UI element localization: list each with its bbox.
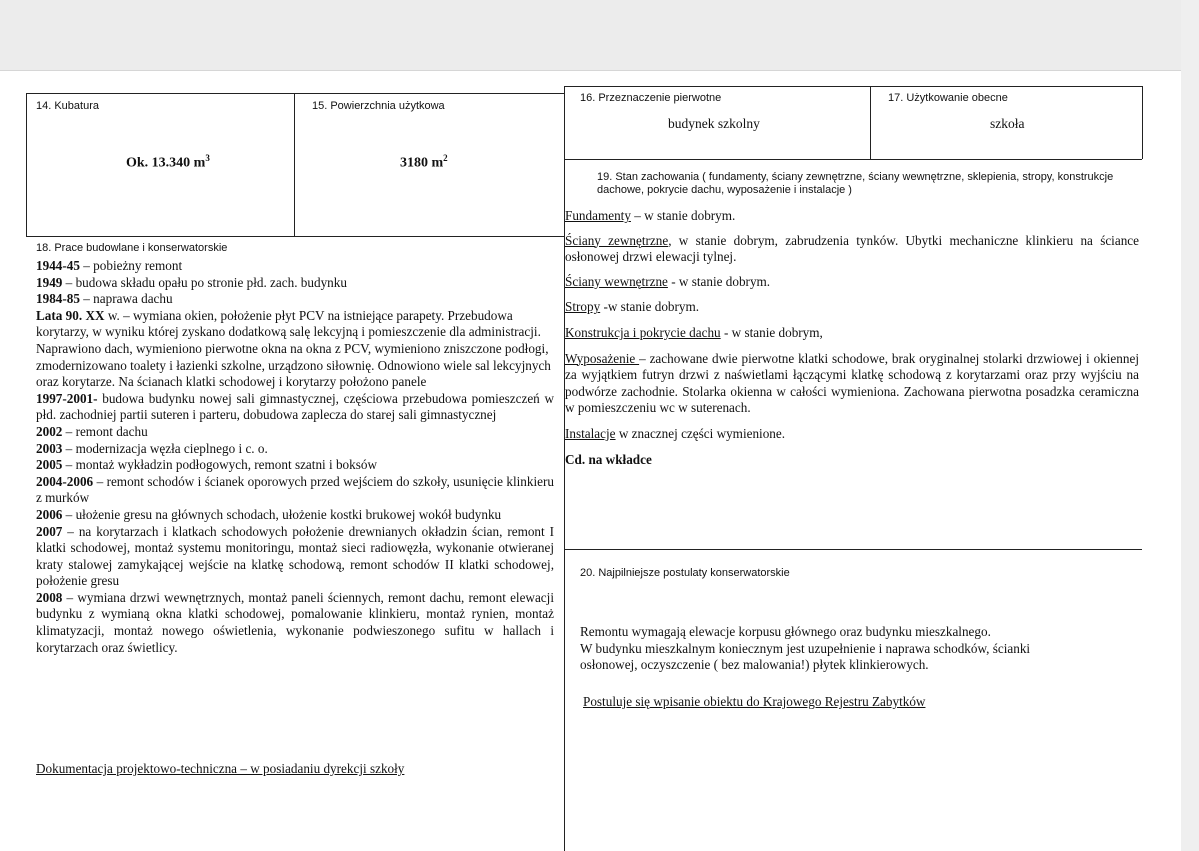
sec19-item-wyposazenie <box>565 351 1139 417</box>
sec19-continued: Cd. na wkładce <box>565 451 652 467</box>
sec18-entry <box>36 457 554 474</box>
sec14-value <box>126 150 210 172</box>
sec19-text: – w stanie dobrym. <box>630 208 736 223</box>
sec19-text: -w stanie dobrym. <box>600 299 700 315</box>
sec19-term: Ściany wewnętrzne <box>565 273 668 289</box>
sec19-term: Instalacje <box>565 425 616 441</box>
sec18-entry <box>36 590 554 656</box>
sec18-label: 18. Prace budowlane i konserwatorskie <box>36 242 228 254</box>
sec20-p1: Remontu wymagają elewacje korpusu głównego oraz budynku mieszkalnego. <box>580 624 991 639</box>
top-rule-right <box>564 86 1142 87</box>
sec20-body <box>580 624 1130 674</box>
sec18-text: – montaż wykładzin podłogowych, remont szatni i boksów <box>62 457 377 473</box>
divider-14-15 <box>294 93 295 236</box>
sec15-value-text: 3180 m <box>400 155 444 171</box>
sec17-label: 17. Użytkowanie obecne <box>888 92 1008 104</box>
sec18-year: 2004-2006 <box>36 473 94 489</box>
sec18-entry <box>36 424 554 441</box>
sec18-year: 2005 <box>36 457 63 473</box>
sec18-year: 1997-2001- <box>36 390 98 406</box>
sec15-value <box>400 150 448 172</box>
sec18-entry <box>36 258 554 275</box>
sec19-text: , w stanie dobrym, zabrudzenia tynków. Ubytki mechaniczne klinkieru na ściance osłonowej drzwi elewacji tylnej. <box>565 232 1139 265</box>
sec18-text: budowa budynku nowej sali gimnastycznej, częściowa przebudowa pomieszczeń w płd. zachodniej partii suteren i parteru, dobudowa zaplecza do starej sali gimnastycznej <box>36 390 554 423</box>
sec19-term: Wyposażenie <box>565 350 640 366</box>
sec18-text: – wymiana drzwi wewnętrznych, montaż paneli ściennych, remont dachu, remont elewacji budynku z wymianą okna klatki schodowej, pomalowanie klinkieru, montaż rynien, montaż klimatyzacji, montaż nowego oświetlenia, wykonanie podwieszonego sufitu w hallach i korytarzach oraz świetlicy. <box>36 589 554 655</box>
sec18-year: 1944-45 <box>36 258 80 273</box>
sec19-term: Fundamenty <box>565 208 631 223</box>
sec18-entry <box>36 507 554 524</box>
sec18-year: 2007 <box>36 523 63 539</box>
sec19-text: - w stanie dobrym. <box>667 273 771 289</box>
sec19-item-instalacje <box>565 426 1139 443</box>
sec18-entry <box>36 391 554 424</box>
sec19-term: Stropy <box>565 299 601 315</box>
rule-sec14-bottom <box>26 236 564 237</box>
sec20-label: 20. Najpilniejsze postulaty konserwatorskie <box>580 567 790 579</box>
sec19-body <box>565 208 1139 468</box>
sec18-entry <box>36 441 554 458</box>
center-divider <box>564 86 565 851</box>
scan-right-margin <box>1181 0 1199 851</box>
sec19-item-fundamenty <box>565 208 1139 225</box>
sec17-value: szkoła <box>990 116 1025 131</box>
sec18-entry <box>36 291 554 308</box>
left-border <box>26 93 27 236</box>
sec20-p2: W budynku mieszkalnym koniecznym jest uzupełnienie i naprawa schodków, ścianki <box>580 640 1031 656</box>
sec18-entry <box>36 275 554 292</box>
sec19-item-stropy <box>565 299 1139 316</box>
sec15-sup: 2 <box>443 153 448 163</box>
sec19-item-sciany-zewnetrzne <box>565 233 1139 266</box>
sec18-text: – ułożenie gresu na głównych schodach, ułożenie kostki brukowej wokół budynku <box>62 506 502 522</box>
sec14-sup: 3 <box>205 153 210 163</box>
sec19-item-dach <box>565 325 1139 342</box>
sec18-text: w. – wymiana okien, położenie płyt PCV na istniejące parapety. Przebudowa korytarzy, w wyniku której zyskano dodatkową salę lekcyjną i pomieszczenie dla administracji. Naprawiono dach, wymieniono pierwotne okna na okna z PCV, wymieniono zniszczone podłogi, zmodernizowano toalety i łazienki szkolne, urządzono siłownię. Odnowiono wiele sal lekcyjnych oraz korytarze. Na ścianach klatki schodowej i korytarzy położono panele <box>36 307 551 390</box>
sec18-text: – remont dachu <box>62 423 148 439</box>
sec18-year: 1949 <box>36 274 63 290</box>
sec20-postulate: Postuluje się wpisanie obiektu do Krajowego Rejestru Zabytków <box>583 694 926 709</box>
sec18-text: – naprawa dachu <box>79 291 173 307</box>
right-border <box>1142 86 1143 159</box>
divider-16-17 <box>870 86 871 159</box>
sec18-year: 2002 <box>36 423 63 439</box>
sec14-label: 14. Kubatura <box>36 100 99 112</box>
sec16-value: budynek szkolny <box>668 116 760 131</box>
sec19-text: - w stanie dobrym, <box>720 324 823 340</box>
sec18-doc-note: Dokumentacja projektowo-techniczna – w posiadaniu dyrekcji szkoły <box>36 761 405 776</box>
rule-sec16-bottom <box>564 159 1142 160</box>
sec14-value-text: Ok. 13.340 m <box>126 155 206 171</box>
sec18-year: 1984-85 <box>36 291 80 307</box>
sec18-text: – budowa składu opału po stronie płd. zach. budynku <box>62 274 347 290</box>
sec19-text: w znacznej części wymienione. <box>615 425 786 441</box>
sec18-text: – na korytarzach i klatkach schodowych położenie drewnianych okładzin ścian, remont I klatki schodowej, montaż systemu monitoringu, montaż sieci radiowęzła, wykonanie otwieranej kraty stalowej zamykającej wejście na klatkę schodową, remont schodów II klatki schodowej, położenie gresu <box>36 523 554 589</box>
sec18-entry <box>36 474 554 507</box>
sec20-p3: osłonowej, oczyszczenie ( bez malowania!) płytek klinkierowych. <box>580 657 929 673</box>
sec18-entry <box>36 524 554 590</box>
sec19-item-sciany-wewnetrzne <box>565 274 1139 291</box>
sec18-year: 2003 <box>36 440 63 456</box>
sec18-year: 2008 <box>36 589 63 605</box>
sec19-label: 19. Stan zachowania ( fundamenty, ściany zewnętrzne, ściany wewnętrzne, sklepienia, stropy, konstrukcje dachowe, pokrycie dachu, wyposażenie i instalacje ) <box>597 171 1114 196</box>
sec18-text: – modernizacja węzła cieplnego i c. o. <box>62 440 268 456</box>
rule-sec19-bottom <box>564 549 1142 550</box>
sec16-label: 16. Przeznaczenie pierwotne <box>580 92 722 104</box>
sec18-year: 2006 <box>36 506 63 522</box>
sec15-label: 15. Powierzchnia użytkowa <box>312 100 445 112</box>
sec18-year: Lata 90. XX <box>36 307 105 323</box>
top-rule-left <box>26 93 564 94</box>
sec18-text: – remont schodów i ścianek oporowych przed wejściem do szkoły, usunięcie klinkieru z murków <box>36 473 554 506</box>
sec18-entry <box>36 308 554 391</box>
sec19-text: – zachowane dwie pierwotne klatki schodowe, brak oryginalnej stolarki drzwiowej i okiennej za wyjątkiem futryn drzwi z naświetlami łączącymi klatkę schodową z korytarzami oraz przy wyjściu na podwórze zachodnie. Stolarka okienna w całości wymieniona. Zachowana pierwotna posadzka ceramiczna w pomieszczeniu wc w suterenach. <box>565 350 1139 416</box>
sec18-text: – pobieżny remont <box>79 258 183 273</box>
sec18-body <box>36 258 554 656</box>
sec19-term: Ściany zewnętrzne <box>565 232 669 248</box>
sec19-term: Konstrukcja i pokrycie dachu <box>565 324 721 340</box>
scan-top-margin <box>0 0 1199 71</box>
